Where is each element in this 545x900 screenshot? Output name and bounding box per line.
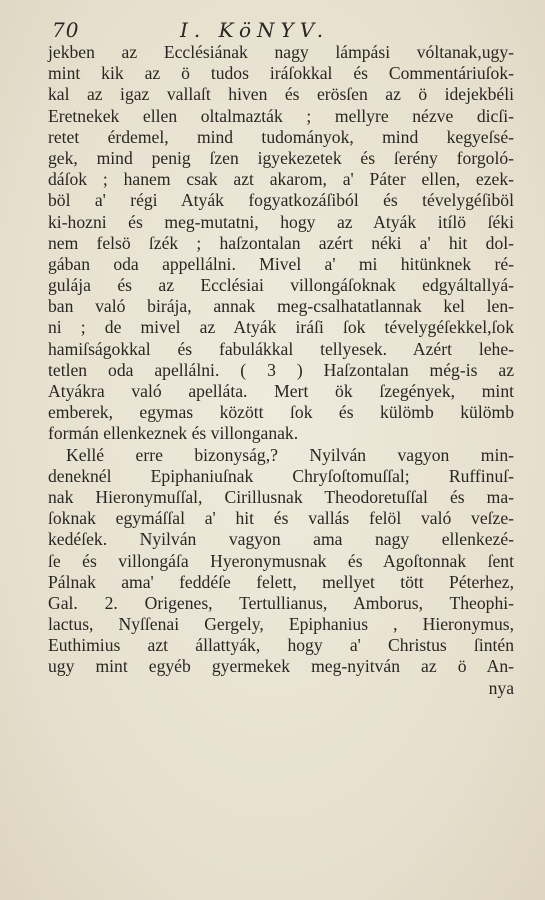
text-line: Atyákra való apelláta. Mert ök ſzegények, mint [48, 381, 514, 401]
text-line: deneknél Epiphaniuſnak Chryſoſtomuſſal; Ruffinuſ- [48, 465, 514, 486]
running-head: I. KöNYV. [180, 18, 330, 42]
text-line: kedéſek. Nyilván vagyon ama nagy ellenkezé- [48, 529, 514, 550]
text-line: formán ellenkeznek és villonganak. [48, 423, 299, 444]
text-line: Euthimius azt állattyák, hogy a' Christus ſintén [48, 635, 514, 656]
text-line: ſoknak egymáſſal a' hit és vallás felöl való veſze- [48, 508, 514, 529]
text-line: Gal. 2. Origenes, Tertullianus, Amborus, Theophi- [48, 592, 514, 613]
page-header [52, 18, 512, 44]
text-line: ni ; de mivel az Atyák iráſi ſok tévelygéſekkel,ſok [48, 317, 514, 338]
text-line: mint kik az ö tudos iráſokkal és Commentáriuſok- [48, 63, 514, 84]
text-line: jekben az Ecclésiának nagy lámpási vóltanak,ugy- [48, 42, 514, 62]
text-line: nak Hieronymuſſal, Cirillusnak Theodoretuſſal és ma- [48, 486, 514, 507]
text-line: böl a' régi Atyák fogyatkozáſiból és tévelygéſiböl [48, 190, 514, 211]
text-line: gek, mind penig ſzen igyekezetek és ſerény forgoló- [48, 147, 514, 168]
text-line: Eretnekek ellen oltalmazták ; mellyre nézve dicſi- [48, 105, 514, 126]
text-line: gában oda appellálni. Mivel a' mi hitünknek ré- [48, 253, 514, 274]
text-line: ki-hozni és meg-mutatni, hogy az Atyák itílö ſéki [48, 211, 514, 232]
text-line: nem felsö ſzék ; haſzontalan azért néki a' hit dol- [48, 232, 514, 253]
text-line: emberek, egymas között ſok és külömb külömb [48, 402, 514, 423]
text-line: kal az igaz vallaſt hiven és erösſen az ö idejekbéli [48, 84, 514, 105]
text-line: tetlen oda apellálni. ( 3 ) Haſzontalan még-is az [48, 359, 514, 380]
text-line: ſe és villongáſa Hyeronymusnak és Agoſtonnak ſent [48, 550, 514, 571]
text-line: ugy mint egyéb gyermekek meg-nyitván az ö An- [48, 656, 514, 677]
text-line: retet érdemel, mind tudományok, mind kegyeſsé- [48, 126, 514, 147]
text-line: Pálnak ama' feddéſe felett, mellyet tött Péterhez, [48, 571, 514, 592]
text-line: dáſok ; hanem csak azt akarom, a' Páter ellen, ezek- [48, 169, 514, 190]
text-line: lactus, Nyſſenai Gergely, Epiphanius , Hieronymus, [48, 614, 514, 635]
page-number: 70 [52, 18, 80, 42]
body-text [48, 42, 514, 699]
text-line: hamiſságokkal és fabulákkal tellyesek. Azért lehe- [48, 338, 514, 359]
text-line: nya [488, 677, 514, 698]
text-line: ban való birája, annak meg-csalhatatlannak kel len- [48, 296, 514, 317]
text-line: gulája és az Ecclésiai villongáſoknak edgyáltallyá- [48, 275, 514, 296]
text-line: Kellé erre bizonyság,? Nyilván vagyon min- [66, 444, 514, 465]
